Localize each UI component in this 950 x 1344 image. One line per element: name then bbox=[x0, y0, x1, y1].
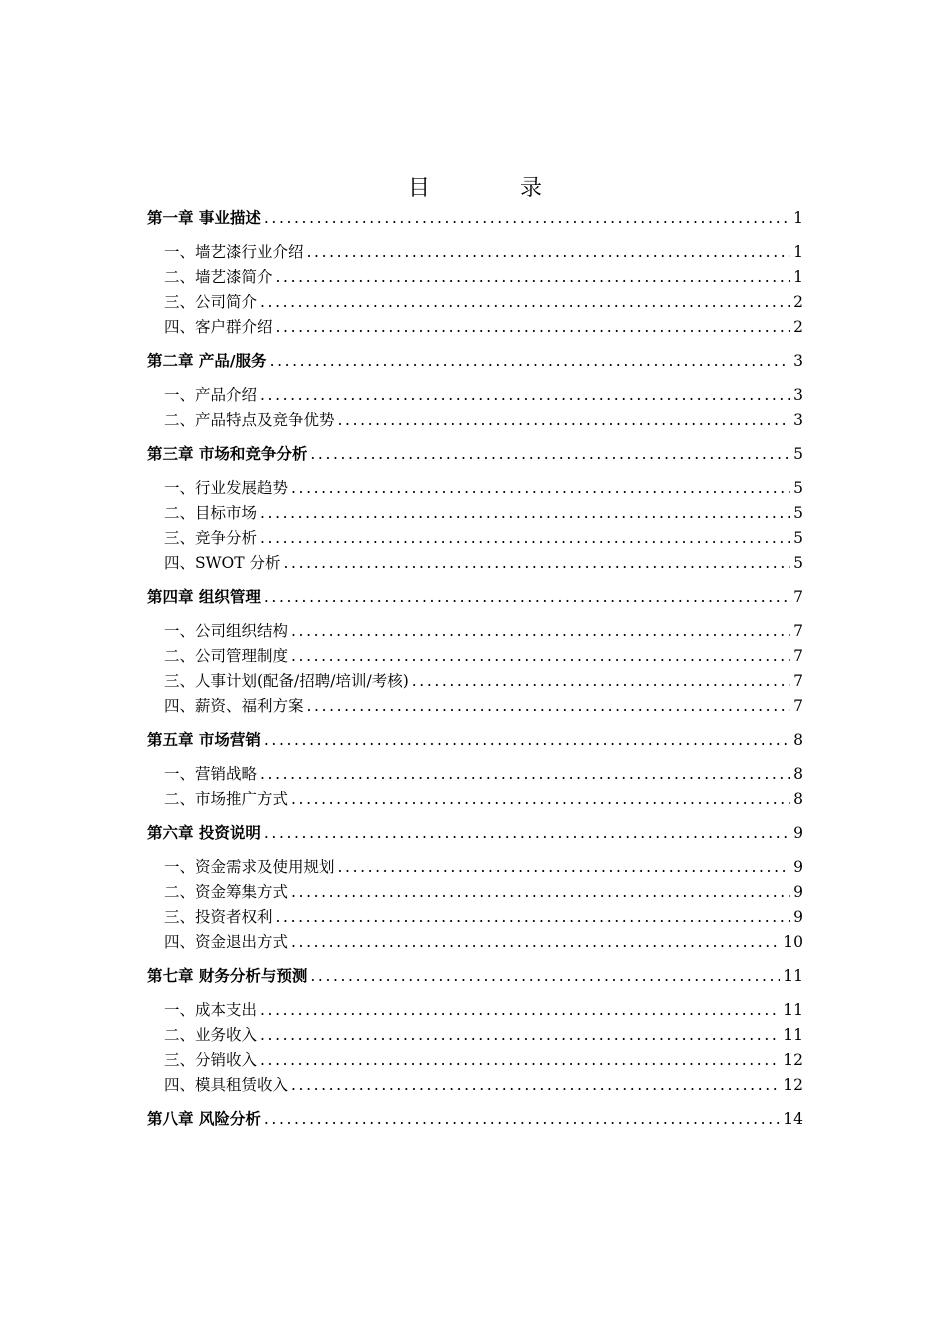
toc-section[interactable] bbox=[147, 240, 803, 265]
toc-title: 目 录 bbox=[407, 176, 576, 201]
toc-section[interactable] bbox=[147, 762, 803, 787]
dot-leader bbox=[260, 1023, 780, 1048]
dot-leader bbox=[264, 206, 790, 231]
toc-page-number: 10 bbox=[783, 933, 803, 951]
dot-leader bbox=[264, 1107, 780, 1132]
toc-page-number: 11 bbox=[783, 1001, 803, 1019]
toc-page-number: 7 bbox=[793, 697, 803, 715]
toc-entry-label: 第一章 事业描述 bbox=[147, 209, 261, 227]
toc-entry-label: 三、投资者权利 bbox=[164, 908, 273, 926]
toc-entry-label: 第六章 投资说明 bbox=[147, 824, 261, 842]
toc-entry-label: 四、资金退出方式 bbox=[164, 933, 289, 951]
toc-page-number: 8 bbox=[793, 731, 803, 749]
toc-entry-label: 一、行业发展趋势 bbox=[164, 479, 289, 497]
toc-entry-label: 二、市场推广方式 bbox=[164, 790, 289, 808]
dot-leader bbox=[291, 644, 790, 669]
dot-leader bbox=[264, 821, 790, 846]
toc-chapter-5[interactable] bbox=[147, 728, 803, 753]
toc-entry-label: 一、营销战略 bbox=[164, 765, 258, 783]
toc-page-number: 7 bbox=[793, 622, 803, 640]
toc-page-number: 9 bbox=[793, 883, 803, 901]
toc-section[interactable] bbox=[147, 787, 803, 812]
toc-section[interactable] bbox=[147, 265, 803, 290]
toc-page-number: 8 bbox=[793, 790, 803, 808]
dot-leader bbox=[291, 1073, 780, 1098]
toc-entry-label: 二、业务收入 bbox=[164, 1026, 258, 1044]
toc-page-number: 3 bbox=[793, 411, 803, 429]
toc-page-number: 9 bbox=[793, 824, 803, 842]
toc-chapter-4[interactable] bbox=[147, 585, 803, 610]
toc-chapter-6[interactable] bbox=[147, 821, 803, 846]
toc-entry-label: 二、目标市场 bbox=[164, 504, 258, 522]
table-of-contents bbox=[147, 206, 803, 1132]
dot-leader bbox=[260, 290, 790, 315]
toc-entry-label: 四、模具租赁收入 bbox=[164, 1076, 289, 1094]
toc-page-number: 14 bbox=[783, 1110, 803, 1128]
toc-section[interactable] bbox=[147, 551, 803, 576]
toc-entry-label: 一、成本支出 bbox=[164, 1001, 258, 1019]
toc-entry-label: 一、资金需求及使用规划 bbox=[164, 858, 335, 876]
toc-entry-label: 一、公司组织结构 bbox=[164, 622, 289, 640]
toc-entry-label: 一、墙艺漆行业介绍 bbox=[164, 243, 304, 261]
dot-leader bbox=[270, 349, 791, 374]
dot-leader bbox=[291, 476, 790, 501]
toc-section[interactable] bbox=[147, 1023, 803, 1048]
toc-page-number: 5 bbox=[793, 445, 803, 463]
dot-leader bbox=[284, 551, 791, 576]
dot-leader bbox=[310, 442, 790, 467]
toc-page-number: 11 bbox=[783, 1026, 803, 1044]
toc-page-number: 7 bbox=[793, 647, 803, 665]
dot-leader bbox=[310, 964, 780, 989]
toc-page-number: 9 bbox=[793, 908, 803, 926]
dot-leader bbox=[307, 694, 791, 719]
toc-page-number: 12 bbox=[783, 1076, 803, 1094]
dot-leader bbox=[276, 265, 791, 290]
toc-page-number: 1 bbox=[793, 268, 803, 286]
dot-leader bbox=[412, 669, 790, 694]
toc-entry-label: 第四章 组织管理 bbox=[147, 588, 261, 606]
toc-chapter-1[interactable] bbox=[147, 206, 803, 231]
dot-leader bbox=[276, 905, 791, 930]
dot-leader bbox=[291, 880, 790, 905]
dot-leader bbox=[260, 526, 790, 551]
toc-section[interactable] bbox=[147, 408, 803, 433]
toc-page-number: 3 bbox=[793, 352, 803, 370]
toc-entry-label: 第八章 风险分析 bbox=[147, 1110, 261, 1128]
toc-entry-label: 四、客户群介绍 bbox=[164, 318, 273, 336]
toc-page-number: 5 bbox=[793, 504, 803, 522]
toc-page-number: 9 bbox=[793, 858, 803, 876]
dot-leader bbox=[264, 585, 790, 610]
toc-entry-label: 三、分销收入 bbox=[164, 1051, 258, 1069]
toc-section[interactable] bbox=[147, 290, 803, 315]
toc-page-number: 5 bbox=[793, 529, 803, 547]
toc-section[interactable] bbox=[147, 476, 803, 501]
toc-page-number: 1 bbox=[793, 243, 803, 261]
toc-section[interactable] bbox=[147, 694, 803, 719]
toc-entry-label: 三、人事计划(配备/招聘/培训/考核) bbox=[164, 672, 409, 690]
dot-leader bbox=[338, 855, 791, 880]
toc-section[interactable] bbox=[147, 855, 803, 880]
dot-leader bbox=[307, 240, 791, 265]
toc-entry-label: 二、产品特点及竞争优势 bbox=[164, 411, 335, 429]
toc-chapter-8[interactable] bbox=[147, 1107, 803, 1132]
toc-section[interactable] bbox=[147, 526, 803, 551]
toc-entry-label: 一、产品介绍 bbox=[164, 386, 258, 404]
toc-page-number: 12 bbox=[783, 1051, 803, 1069]
toc-section[interactable] bbox=[147, 998, 803, 1023]
toc-entry-label: 三、竞争分析 bbox=[164, 529, 258, 547]
dot-leader bbox=[260, 383, 790, 408]
toc-page-number: 5 bbox=[793, 479, 803, 497]
dot-leader bbox=[260, 762, 790, 787]
toc-section[interactable] bbox=[147, 644, 803, 669]
toc-page-number: 8 bbox=[793, 765, 803, 783]
toc-page-number: 5 bbox=[793, 554, 803, 572]
toc-section[interactable] bbox=[147, 501, 803, 526]
toc-entry-label: 二、资金筹集方式 bbox=[164, 883, 289, 901]
toc-chapter-2[interactable] bbox=[147, 349, 803, 374]
toc-entry-label: 第七章 财务分析与预测 bbox=[147, 967, 308, 985]
toc-chapter-7[interactable] bbox=[147, 964, 803, 989]
toc-page-number: 2 bbox=[793, 293, 803, 311]
toc-entry-label: 二、墙艺漆简介 bbox=[164, 268, 273, 286]
toc-section[interactable] bbox=[147, 930, 803, 955]
toc-entry-label: 四、薪资、福利方案 bbox=[164, 697, 304, 715]
toc-entry-label: 三、公司简介 bbox=[164, 293, 258, 311]
dot-leader bbox=[260, 1048, 780, 1073]
toc-entry-label: 第五章 市场营销 bbox=[147, 731, 261, 749]
dot-leader bbox=[338, 408, 791, 433]
dot-leader bbox=[291, 930, 780, 955]
toc-section[interactable] bbox=[147, 905, 803, 930]
dot-leader bbox=[260, 501, 790, 526]
toc-section[interactable] bbox=[147, 619, 803, 644]
dot-leader bbox=[291, 787, 790, 812]
dot-leader bbox=[276, 315, 791, 340]
toc-section[interactable] bbox=[147, 383, 803, 408]
toc-section[interactable] bbox=[147, 880, 803, 905]
toc-page-number: 11 bbox=[783, 967, 803, 985]
toc-entry-label: 四、SWOT 分析 bbox=[164, 554, 281, 572]
toc-section[interactable] bbox=[147, 669, 803, 694]
toc-chapter-3[interactable] bbox=[147, 442, 803, 467]
toc-page-number: 7 bbox=[793, 672, 803, 690]
toc-section[interactable] bbox=[147, 1073, 803, 1098]
toc-entry-label: 第三章 市场和竞争分析 bbox=[147, 445, 308, 463]
toc-page-number: 1 bbox=[793, 209, 803, 227]
toc-entry-label: 第二章 产品/服务 bbox=[147, 352, 267, 370]
dot-leader bbox=[291, 619, 790, 644]
toc-page-number: 7 bbox=[793, 588, 803, 606]
dot-leader bbox=[260, 998, 780, 1023]
toc-page-number: 2 bbox=[793, 318, 803, 336]
toc-entry-label: 二、公司管理制度 bbox=[164, 647, 289, 665]
toc-page-number: 3 bbox=[793, 386, 803, 404]
toc-section[interactable] bbox=[147, 1048, 803, 1073]
toc-section[interactable] bbox=[147, 315, 803, 340]
dot-leader bbox=[264, 728, 790, 753]
